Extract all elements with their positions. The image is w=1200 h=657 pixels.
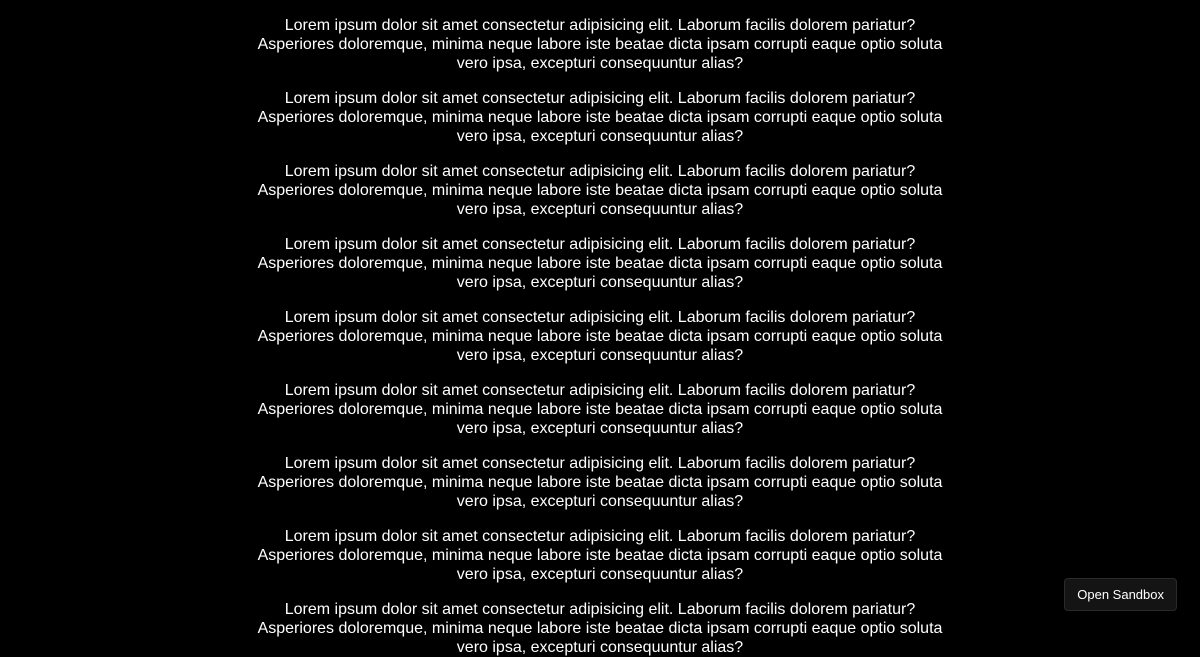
paragraph-7: Lorem ipsum dolor sit amet consectetur adipisicing elit. Laborum facilis dolorem pariatur? Asperiores doloremque, minima neque labore iste beatae dicta ipsam corrupti eaque optio soluta vero ipsa, excepturi consequuntur alias? <box>257 455 943 510</box>
paragraph-9: Lorem ipsum dolor sit amet consectetur adipisicing elit. Laborum facilis dolorem pariatur? Asperiores doloremque, minima neque labore iste beatae dicta ipsam corrupti eaque optio soluta vero ipsa, excepturi consequuntur alias? <box>257 601 943 656</box>
paragraph-4: Lorem ipsum dolor sit amet consectetur adipisicing elit. Laborum facilis dolorem pariatur? Asperiores doloremque, minima neque labore iste beatae dicta ipsam corrupti eaque optio soluta vero ipsa, excepturi consequuntur alias? <box>257 236 943 291</box>
paragraph-1: Lorem ipsum dolor sit amet consectetur adipisicing elit. Laborum facilis dolorem pariatur? Asperiores doloremque, minima neque labore iste beatae dicta ipsam corrupti eaque optio soluta vero ipsa, excepturi consequuntur alias? <box>257 17 943 72</box>
paragraph-6: Lorem ipsum dolor sit amet consectetur adipisicing elit. Laborum facilis dolorem pariatur? Asperiores doloremque, minima neque labore iste beatae dicta ipsam corrupti eaque optio soluta vero ipsa, excepturi consequuntur alias? <box>257 382 943 437</box>
paragraph-3: Lorem ipsum dolor sit amet consectetur adipisicing elit. Laborum facilis dolorem pariatur? Asperiores doloremque, minima neque labore iste beatae dicta ipsam corrupti eaque optio soluta vero ipsa, excepturi consequuntur alias? <box>257 163 943 218</box>
paragraph-8: Lorem ipsum dolor sit amet consectetur adipisicing elit. Laborum facilis dolorem pariatur? Asperiores doloremque, minima neque labore iste beatae dicta ipsam corrupti eaque optio soluta vero ipsa, excepturi consequuntur alias? <box>257 528 943 583</box>
paragraph-2: Lorem ipsum dolor sit amet consectetur adipisicing elit. Laborum facilis dolorem pariatur? Asperiores doloremque, minima neque labore iste beatae dicta ipsam corrupti eaque optio soluta vero ipsa, excepturi consequuntur alias? <box>257 90 943 145</box>
open-sandbox-button[interactable]: Open Sandbox <box>1064 578 1177 611</box>
paragraph-5: Lorem ipsum dolor sit amet consectetur adipisicing elit. Laborum facilis dolorem pariatur? Asperiores doloremque, minima neque labore iste beatae dicta ipsam corrupti eaque optio soluta vero ipsa, excepturi consequuntur alias? <box>257 309 943 364</box>
